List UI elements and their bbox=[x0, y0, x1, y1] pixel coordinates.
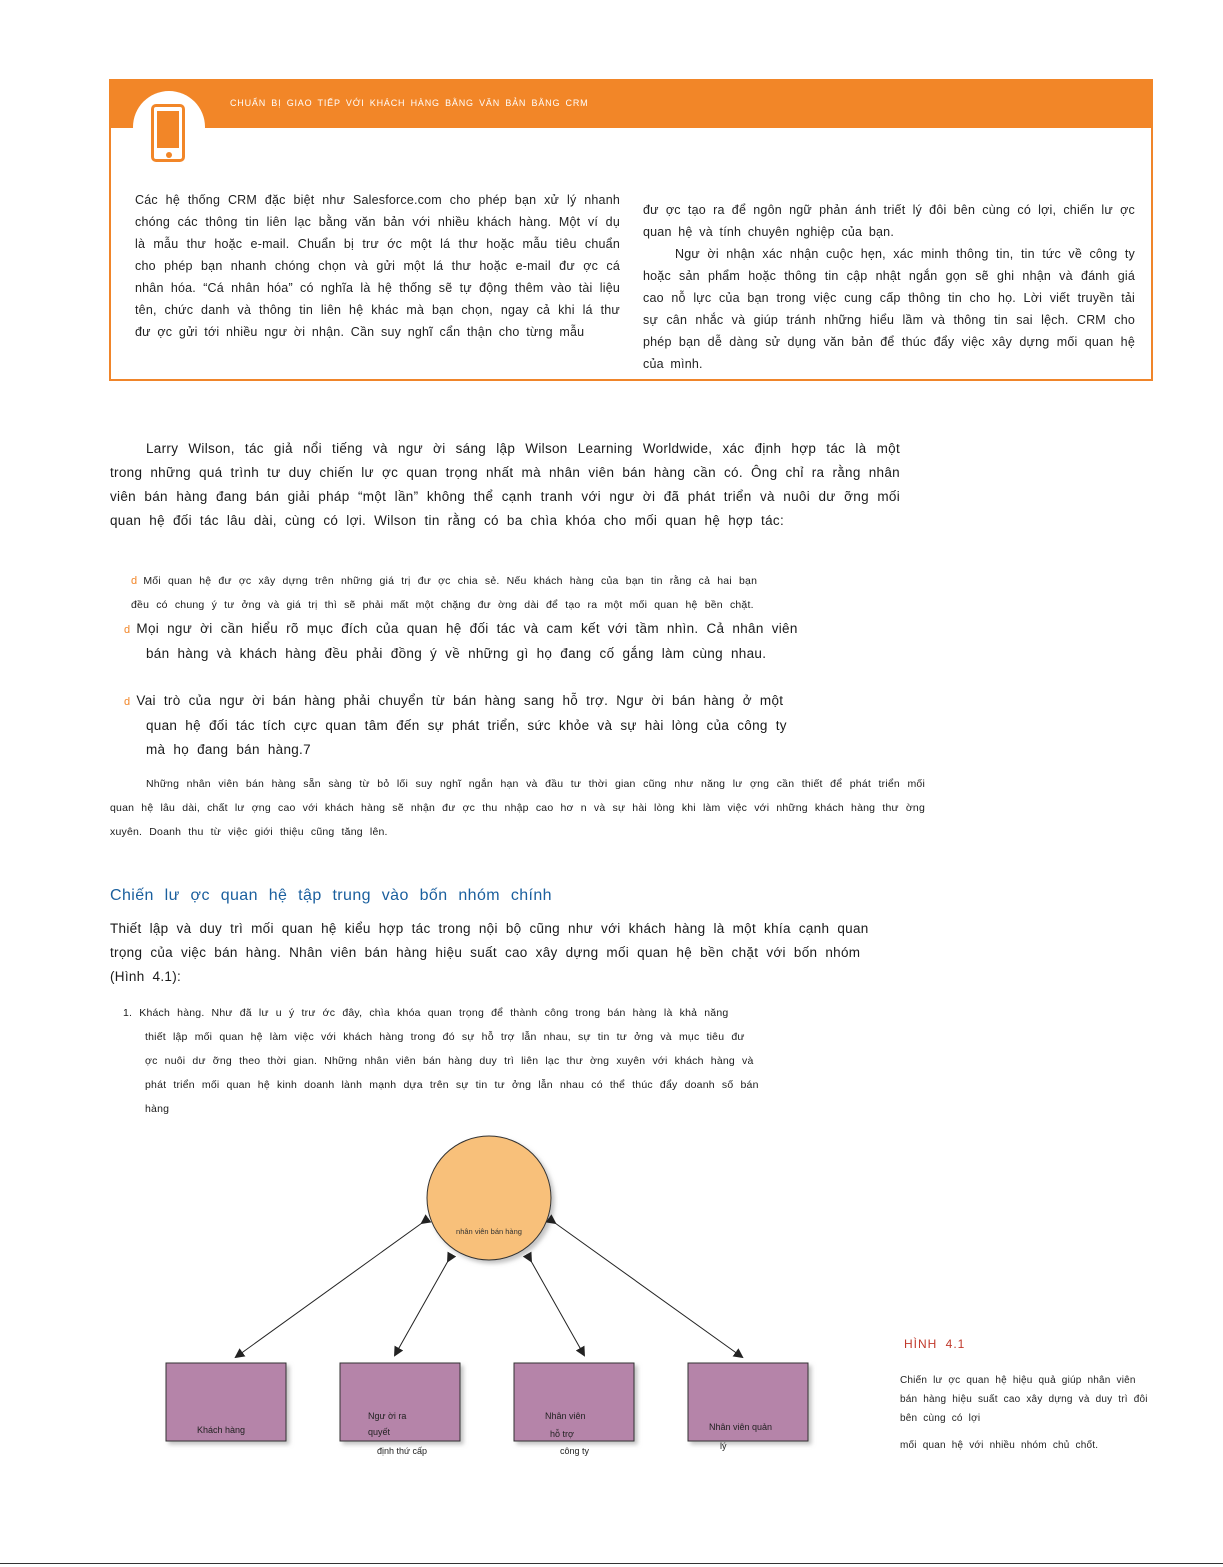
sidebar-right-text-1: đư ợc tạo ra để ngôn ngữ phản ánh triết lý đôi bên cùng có lợi, chiến lư ợc quan hệ và tính chuyên nghiệp của bạn. bbox=[643, 203, 1135, 239]
figure-caption-2: mối quan hệ với nhiều nhóm chủ chốt. bbox=[900, 1440, 1099, 1451]
manager-label-2: lý bbox=[720, 1441, 727, 1451]
arrow-manager bbox=[555, 1223, 742, 1357]
arrow-secondary-decision-maker bbox=[395, 1261, 448, 1355]
sidebar-right-text-2: Ngư ời nhận xác nhận cuộc hẹn, xác minh thông tin, tin tức về công ty hoặc sản phẩm hoặc thông tin cập nhật ngắn gọn sẽ ghi nhận và đánh giá cao nỗ lực của bạn trong việc cung cấp thông tin cho họ. Lời viết truyền tải sự cân nhắc và giúp tránh những hiểu lầm và thông tin sai lệch. CRM cho phép bạn dễ dàng sử dụng văn bản để thúc đẩy việc xây dựng mối quan hệ của mình. bbox=[643, 247, 1135, 371]
arrow-support-staff bbox=[531, 1261, 584, 1355]
secondary-decision-maker-box bbox=[340, 1363, 460, 1441]
body-paragraph-1 bbox=[110, 437, 900, 533]
body-paragraph-2 bbox=[110, 772, 925, 844]
bullet-text: quan hệ đối tác tích cực quan tâm đến sự phát triển, sức khỏe và sự hài lòng của công ty bbox=[146, 718, 787, 733]
item-text: thiết lập mối quan hệ làm việc với khách hàng trong đó sự hỗ trợ lẫn nhau, sự tin tư ởng và mục tiêu đư bbox=[145, 1031, 745, 1043]
numbered-item-1 bbox=[123, 1001, 863, 1121]
bullet-mark: d bbox=[131, 575, 138, 587]
body-paragraph-3: Thiết lập và duy trì mối quan hệ kiểu hợp tác trong nội bộ cũng như với khách hàng là một khía cạnh quan trọng của việc bán hàng. Nhân viên bán hàng hiệu suất cao xây dựng mối quan hệ bền chặt với bốn nhóm (Hình 4.1): bbox=[110, 921, 869, 984]
item-text: phát triển mối quan hệ kinh doanh lành mạnh dựa trên sự tin tư ởng lẫn nhau có thể thúc đẩy doanh số bán bbox=[145, 1079, 759, 1091]
bullet-item-1 bbox=[131, 569, 861, 617]
secondary-decision-maker-label-1: Ngư ời ra bbox=[368, 1411, 407, 1421]
manager-label-1: Nhân viên quản bbox=[709, 1422, 773, 1432]
bullet-text: mà họ đang bán hàng.7 bbox=[146, 742, 311, 757]
salesperson-label: nhân viên bán hàng bbox=[456, 1227, 522, 1236]
bullet-text: Vai trò của ngư ời bán hàng phải chuyển từ bán hàng sang hỗ trợ. Ngư ời bán hàng ở một bbox=[136, 693, 784, 708]
item-text: ợc nuôi dư ỡng theo thời gian. Những nhân viên bán hàng duy trì liên lạc thư ờng xuyên với khách hàng và bbox=[145, 1055, 754, 1067]
figure-title: HÌNH 4.1 bbox=[904, 1337, 966, 1351]
bullet-mark: d bbox=[124, 624, 131, 636]
item-text: hàng bbox=[145, 1103, 170, 1115]
secondary-decision-maker-label-2: quyết bbox=[368, 1427, 391, 1437]
sidebar-title: CHUẨN BỊ GIAO TIẾP VỚI KHÁCH HÀNG BẰNG VĂN BẢN BẰNG CRM bbox=[230, 98, 589, 108]
smartphone-screen bbox=[157, 111, 179, 148]
bullet-text: Mối quan hệ đư ợc xây dựng trên những giá trị đư ợc chia sẻ. Nếu khách hàng của bạn tin rằng cả hai bạn bbox=[143, 575, 758, 587]
support-staff-label-3: công ty bbox=[560, 1446, 590, 1456]
bullet-item-2 bbox=[124, 617, 874, 666]
figure-caption-1: Chiến lư ợc quan hệ hiệu quả giúp nhân viên bán hàng hiệu suất cao xây dựng và duy trì đôi bên cùng có lợi bbox=[900, 1375, 1148, 1424]
customer-label: Khách hàng bbox=[197, 1425, 246, 1435]
bullet-item-3 bbox=[124, 689, 874, 762]
paragraph-text: Larry Wilson, tác giả nổi tiếng và ngư ời sáng lập Wilson Learning Worldwide, xác định hợp tác là một trong những quá trình tư duy chiến lư ợc quan trọng nhất mà nhân viên bán hàng cần có. Ông chỉ ra rằng nhân viên bán hàng đang bán giải pháp “một lần” không thể cạnh tranh với ngư ời đã phát triển và nuôi dư ỡng mối quan hệ đối tác lâu dài, cùng có lợi. Wilson tin rằng có ba chìa khóa cho mối quan hệ hợp tác: bbox=[110, 441, 900, 528]
sidebar-left-column bbox=[135, 189, 620, 343]
item-text: 1. Khách hàng. Như đã lư u ý trư ớc đây, chìa khóa quan trọng để thành công trong bán hàng là khả năng bbox=[123, 1007, 729, 1019]
relationship-diagram bbox=[150, 1125, 830, 1465]
paragraph-text: Những nhân viên bán hàng sẵn sàng từ bỏ lối suy nghĩ ngắn hạn và đầu tư thời gian cũng như năng lư ợng cần thiết để phát triển mối quan hệ lâu dài, chất lư ợng cao với khách hàng sẽ nhận đư ợc thu nhập cao hơ n và sự hài lòng khi làm việc với những khách hàng thư ờng xuyên. Doanh thu từ việc giới thiệu cũng tăng lên. bbox=[110, 778, 925, 838]
bullet-text: đều có chung ý tư ởng và giá trị thì sẽ phải mất một chặng đư ờng dài để tạo ra một mối quan hệ bền chặt. bbox=[131, 599, 754, 611]
support-staff-label-1: Nhân viên bbox=[545, 1411, 586, 1421]
bullet-text: bán hàng và khách hàng đều phải đồng ý về những gì họ đang cố gắng làm cùng nhau. bbox=[146, 646, 767, 661]
bullet-mark: d bbox=[124, 696, 131, 708]
support-staff-box bbox=[514, 1363, 634, 1441]
arrow-customer bbox=[236, 1223, 422, 1357]
section-heading: Chiến lư ợc quan hệ tập trung vào bốn nhóm chính bbox=[110, 887, 552, 904]
secondary-decision-maker-label-3: định thứ cấp bbox=[377, 1446, 428, 1456]
smartphone-button bbox=[166, 152, 172, 158]
bullet-text: Mọi ngư ời cần hiểu rõ mục đích của quan hệ đối tác và cam kết với tầm nhìn. Cả nhân viên bbox=[136, 621, 798, 636]
support-staff-label-2: hỗ trợ bbox=[550, 1429, 574, 1439]
sidebar-left-text: Các hệ thống CRM đặc biệt như Salesforce.com cho phép bạn xử lý nhanh chóng các thông tin liên lạc bằng văn bản với nhiều khách hàng. Một ví dụ là mẫu thư hoặc e-mail. Chuẩn bị trư ớc một lá thư hoặc mẫu tiêu chuẩn cho phép bạn nhanh chóng chọn và gửi một lá thư hoặc e-mail đư ợc cá nhân hóa. “Cá nhân hóa” có nghĩa là hệ thống sẽ tự động thêm vào tài liệu tên, chức danh và thông tin liên hệ khác mà bạn chọn, ngay cả khi lá thư đư ợc gửi tới nhiều ngư ời nhận. Cần suy nghĩ cẩn thận cho từng mẫu bbox=[135, 193, 620, 339]
salesperson-node bbox=[427, 1136, 551, 1260]
bottom-rule bbox=[0, 1563, 1223, 1564]
sidebar-right-column bbox=[643, 199, 1135, 375]
